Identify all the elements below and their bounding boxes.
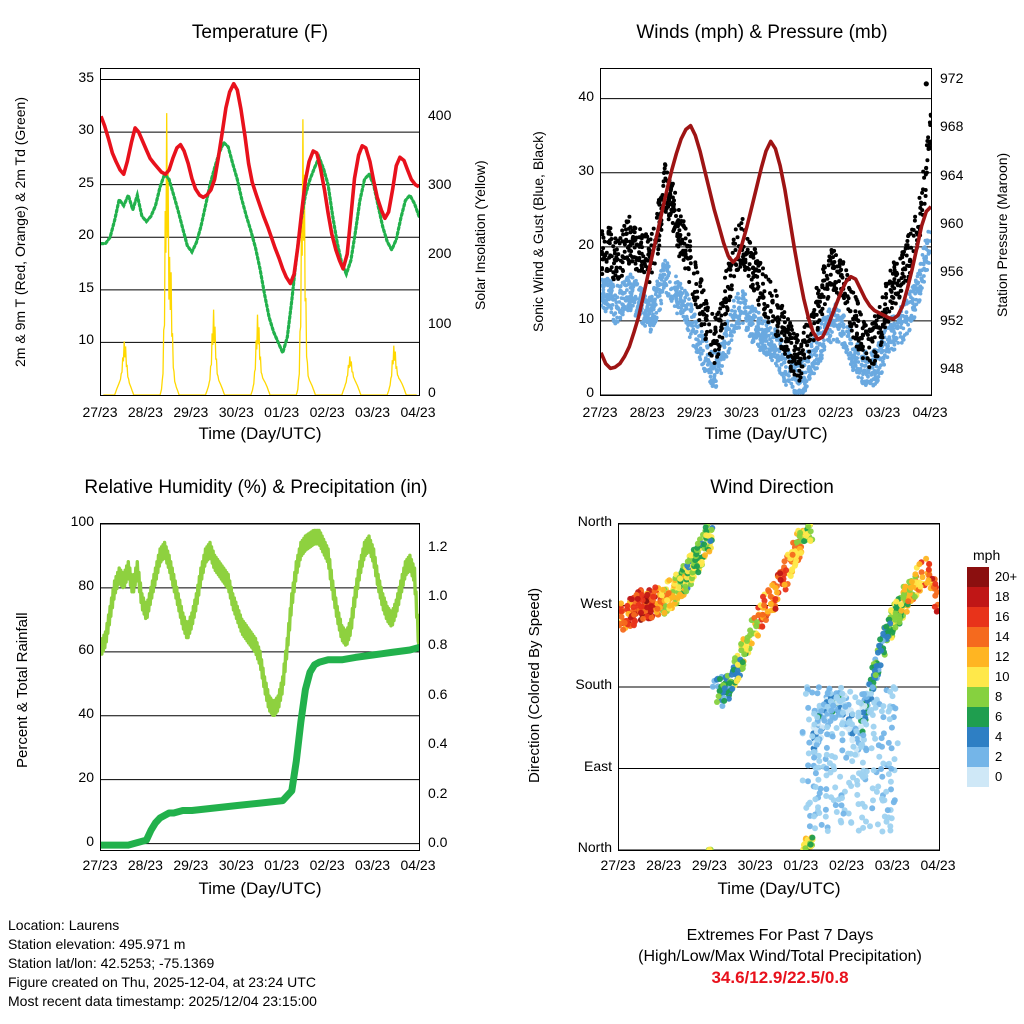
extremes-block	[570, 925, 990, 988]
axis-tick: 27/23	[582, 404, 618, 420]
wind-direction-plot	[618, 523, 940, 851]
axis-tick: 80	[78, 576, 94, 593]
axis-tick: 20	[578, 235, 594, 252]
humidity-title: Relative Humidity (%) & Precipitation (in)	[84, 477, 428, 498]
axis-tick: 30/23	[218, 857, 254, 873]
axis-tick: 28/23	[127, 404, 163, 420]
winds-xlabel: Time (Day/UTC)	[704, 424, 828, 443]
axis-tick: North	[577, 839, 612, 855]
axis-tick: 27/23	[82, 404, 118, 420]
wind-direction-svg	[619, 524, 939, 850]
axis-tick: 0.2	[428, 784, 448, 801]
axis-tick: 956	[940, 263, 964, 280]
panel-wind-direction	[512, 455, 1024, 910]
legend-swatch	[967, 647, 989, 667]
axis-tick: 30/23	[723, 404, 759, 420]
humidity-plot	[100, 523, 420, 851]
axis-tick: 28/23	[127, 857, 163, 873]
axis-tick: 01/23	[771, 404, 807, 420]
axis-tick: 952	[940, 311, 964, 328]
legend-label: 14	[995, 629, 1010, 644]
axis-tick: 02/23	[309, 857, 345, 873]
axis-tick: 01/23	[264, 857, 300, 873]
axis-tick: 1.0	[428, 587, 448, 604]
axis-tick: 964	[940, 166, 964, 183]
axis-tick: 25	[78, 173, 94, 190]
axis-tick: 29/23	[173, 857, 209, 873]
winds-ylabel-right: Station Pressure (Maroon)	[994, 152, 1010, 318]
legend-swatch	[967, 747, 989, 767]
extremes-values: 34.6/12.9/22.5/0.8	[711, 968, 849, 987]
total-rainfall-line	[101, 648, 419, 846]
axis-tick: 01/23	[783, 857, 819, 873]
legend-swatch	[967, 707, 989, 727]
humidity-ylabel: Percent & Total Rainfall	[14, 612, 31, 768]
axis-tick: 28/23	[646, 857, 682, 873]
legend-swatch	[967, 587, 989, 607]
axis-tick: 0	[586, 384, 594, 400]
legend-label: 2	[995, 749, 1003, 764]
winds-title: Winds (mph) & Pressure (mb)	[636, 22, 888, 43]
legend-label: 12	[995, 649, 1010, 664]
axis-tick: 27/23	[600, 857, 636, 873]
legend-swatch	[967, 607, 989, 627]
axis-tick: 15	[78, 278, 94, 295]
axis-tick: 40	[578, 87, 594, 104]
axis-tick: 04/23	[400, 404, 436, 420]
axis-tick: 100	[70, 513, 94, 529]
legend-label: 6	[995, 709, 1003, 724]
wind-direction-title: Wind Direction	[710, 477, 834, 498]
axis-tick: 400	[428, 106, 452, 123]
meta-location: Location: Laurens	[8, 917, 120, 933]
axis-tick: 04/23	[400, 857, 436, 873]
meta-elevation: Station elevation: 495.971 m	[8, 936, 186, 952]
meta-latlon: Station lat/lon: 42.5253; -75.1369	[8, 955, 215, 971]
axis-tick: East	[583, 757, 612, 774]
temperature-line	[101, 84, 419, 284]
axis-tick: 10	[78, 331, 94, 348]
axis-tick: North	[577, 513, 612, 529]
temperature-plot	[100, 68, 420, 396]
axis-tick: 02/23	[829, 857, 865, 873]
gridlines	[101, 524, 419, 844]
legend-swatch	[967, 627, 989, 647]
legend-label: 0	[995, 769, 1003, 784]
axis-tick: 20	[78, 768, 94, 785]
axis-tick: 01/23	[264, 404, 300, 420]
legend-label: 8	[995, 689, 1003, 704]
axis-tick: 30	[578, 161, 594, 178]
winds-plot	[600, 68, 932, 396]
panel-temperature	[0, 0, 512, 455]
axis-tick: 100	[428, 314, 452, 331]
relative-humidity-line	[101, 530, 419, 715]
axis-tick: 60	[78, 640, 94, 657]
legend-label: 4	[995, 729, 1003, 744]
humidity-svg	[101, 524, 419, 850]
axis-tick: 200	[428, 245, 452, 262]
axis-tick: South	[575, 676, 612, 692]
axis-tick: 0	[428, 384, 436, 400]
axis-tick: West	[580, 594, 612, 611]
legend-swatch	[967, 667, 989, 687]
axis-tick: 03/23	[355, 404, 391, 420]
axis-tick: 20	[78, 226, 94, 243]
wind-direction-ylabel: Direction (Colored By Speed)	[526, 587, 543, 783]
legend-label: 20+	[995, 569, 1018, 584]
axis-tick: 02/23	[309, 404, 345, 420]
legend-title: mph	[973, 547, 1001, 563]
axis-tick: 29/23	[676, 404, 712, 420]
meta-created: Figure created on Thu, 2025-12-04, at 23:24 UTC	[8, 974, 316, 990]
axis-tick: 04/23	[920, 857, 956, 873]
axis-tick: 27/23	[82, 857, 118, 873]
axis-tick: 35	[78, 68, 94, 85]
axis-tick: 0.4	[428, 735, 448, 752]
temperature-ylabel-right: Solar Insolation (Yellow)	[472, 160, 488, 310]
axis-tick: 29/23	[173, 404, 209, 420]
axis-tick: 29/23	[691, 857, 727, 873]
axis-tick: 300	[428, 175, 452, 192]
axis-tick: 40	[78, 704, 94, 721]
legend-label: 18	[995, 589, 1010, 604]
axis-tick: 948	[940, 359, 964, 376]
legend-swatch	[967, 727, 989, 747]
extremes-title: Extremes For Past 7 Days	[686, 927, 874, 944]
panel-humidity-precip	[0, 455, 512, 910]
legend-swatch	[967, 767, 989, 787]
axis-tick: 0.6	[428, 685, 448, 702]
humidity-xlabel: Time (Day/UTC)	[198, 879, 322, 898]
legend-swatch	[967, 687, 989, 707]
axis-tick: 30/23	[218, 404, 254, 420]
winds-svg	[601, 69, 931, 395]
axis-tick: 04/23	[912, 404, 948, 420]
axis-tick: 03/23	[874, 857, 910, 873]
axis-tick: 0.8	[428, 636, 448, 653]
temperature-svg	[101, 69, 419, 395]
axis-tick: 28/23	[629, 404, 665, 420]
axis-tick: 30	[78, 121, 94, 138]
meta-recent: Most recent data timestamp: 2025/12/04 23:15:00	[8, 993, 317, 1009]
axis-tick: 1.2	[428, 537, 448, 554]
axis-tick: 0	[86, 832, 94, 849]
axis-tick: 968	[940, 118, 964, 135]
axis-tick: 10	[578, 309, 594, 326]
winds-ylabel: Sonic Wind & Gust (Blue, Black)	[530, 131, 546, 333]
temperature-ylabel: 2m & 9m T (Red, Orange) & 2m Td (Green)	[12, 97, 28, 367]
axis-tick: 960	[940, 214, 964, 231]
extremes-subtitle: (High/Low/Max Wind/Total Precipitation)	[638, 948, 922, 965]
temperature-xlabel: Time (Day/UTC)	[198, 424, 322, 443]
axis-tick: 03/23	[865, 404, 901, 420]
axis-tick: 0.0	[428, 834, 448, 851]
wind-direction-xlabel: Time (Day/UTC)	[717, 879, 841, 898]
axis-tick: 03/23	[355, 857, 391, 873]
temperature-title: Temperature (F)	[191, 22, 329, 43]
legend-label: 10	[995, 669, 1010, 684]
axis-tick: 972	[940, 70, 964, 87]
legend-swatch	[967, 567, 989, 587]
axis-tick: 02/23	[818, 404, 854, 420]
axis-tick: 30/23	[737, 857, 773, 873]
station-metadata	[8, 916, 317, 1011]
legend-label: 16	[995, 609, 1010, 624]
panel-winds-pressure	[512, 0, 1024, 455]
